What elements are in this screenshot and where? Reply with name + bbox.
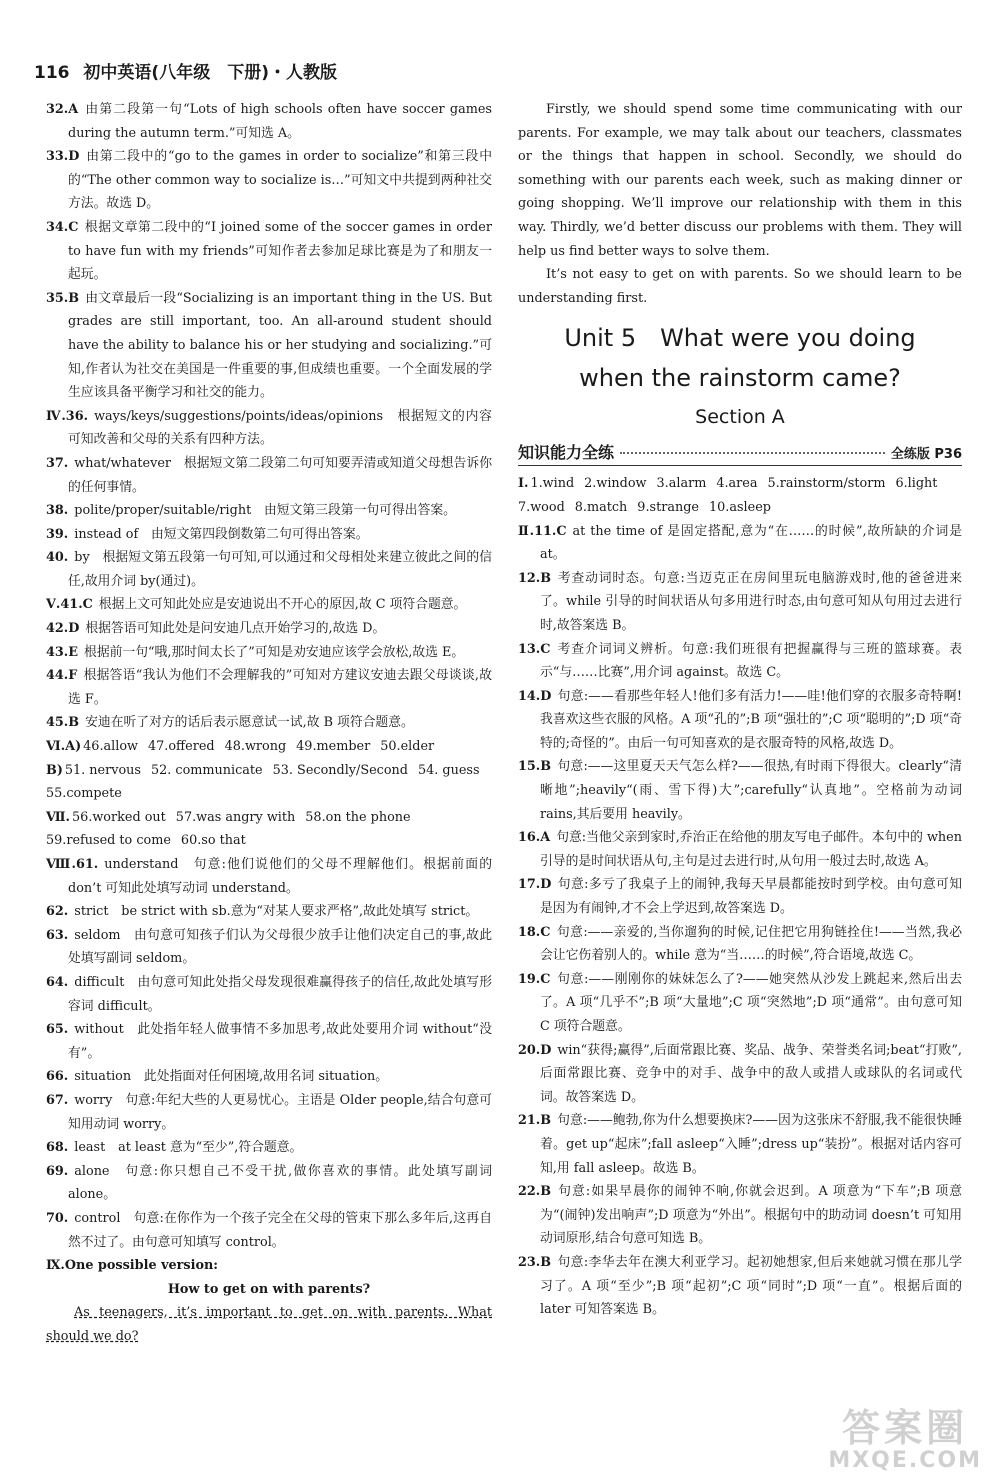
- answer-number: 32.A: [46, 102, 79, 117]
- answer-number: 40.: [46, 550, 69, 566]
- answer-item: 53. Secondly/Second: [272, 762, 408, 778]
- answer-explanation: worry 句意:年纪大些的人更易忧心。主语是 Older people,结合句意可知用动词 worry。: [68, 1092, 492, 1132]
- answer-item: 9.strange: [637, 499, 699, 515]
- book-title: 初中英语(八年级 下册)・人教版: [83, 63, 337, 83]
- answer-explanation: 安迪在听了对方的话后表示愿意试一试,故 B 项符合题意。: [85, 715, 414, 731]
- answer-number: 33.D: [46, 149, 80, 165]
- answer-number: 17.D: [518, 877, 552, 893]
- answer-item: 5.rainstorm/storm: [767, 476, 886, 492]
- answer-item: 48.wrong: [224, 739, 287, 755]
- answer-entry: [46, 499, 492, 523]
- answer-row-vii-2: [46, 829, 492, 853]
- answer-number: 39.: [46, 526, 69, 542]
- answer-entry: [46, 971, 492, 1018]
- answer-number: Ⅱ.11.C: [518, 523, 567, 539]
- answer-number: 68.: [46, 1140, 69, 1156]
- answer-entry: [46, 145, 492, 216]
- answer-row-vi-b: [46, 759, 492, 783]
- answer-number: 67.: [46, 1092, 69, 1108]
- answer-explanation: 根据答语“我认为他们不会理解我的”可知对方建议安迪去跟父母谈谈,故选 F。: [68, 668, 492, 707]
- answer-explanation: 句意:——亲爱的,当你遛狗的时候,记住把它用狗链拴住!——当然,我必会让它伤着别人的。while 意为“当……的时候”,符合语境,故选 C。: [540, 924, 962, 964]
- answer-entry: [518, 873, 962, 920]
- answer-explanation: ways/keys/suggestions/points/ideas/opinions 根据短文的内容可知改善和父母的关系有四种方法。: [68, 408, 492, 448]
- answer-entry: [518, 1039, 962, 1110]
- page-header: [34, 58, 974, 83]
- answer-item: 54. guess: [417, 762, 480, 778]
- watermark-url: MXQE.COM: [828, 1448, 982, 1473]
- answer-item: 56.worked out: [71, 809, 166, 825]
- answer-row-i-2: [518, 496, 962, 520]
- section-label: B): [46, 762, 63, 778]
- answer-number: 70.: [46, 1210, 69, 1226]
- answer-entry: [46, 1207, 492, 1254]
- answer-item: 51. nervous: [64, 762, 141, 778]
- answer-item: 60.so that: [180, 833, 246, 849]
- answer-explanation: at the time of 是固定搭配,意为“在……的时候”,故所缺的介词是 at。: [540, 523, 962, 563]
- answer-entry: [46, 924, 492, 971]
- answer-explanation: strict be strict with sb.意为“对某人要求严格”,故此处填写 strict。: [74, 904, 479, 920]
- answer-number: 23.B: [518, 1254, 552, 1270]
- answer-entry: [46, 617, 492, 641]
- watermark-logo: [828, 1408, 982, 1474]
- answer-entry: [518, 520, 962, 567]
- essay-paragraph-3: It’s not easy to get on with parents. So we should learn to be understanding first.: [518, 267, 962, 306]
- answer-entry: [46, 1089, 492, 1136]
- answer-number: 16.A: [518, 830, 551, 846]
- answer-number: Ⅳ.36.: [46, 408, 89, 424]
- answer-explanation: polite/proper/suitable/right 由短文第三段第一句可得出答案。: [74, 503, 456, 519]
- answer-number: 12.B: [518, 570, 552, 586]
- answer-entry: [46, 711, 492, 735]
- answer-explanation: 考查介词词义辨析。句意:我们班很有把握赢得与三班的篮球赛。表示“与……比赛”,用介词 against。故选 C。: [540, 641, 962, 681]
- answer-explanation: 由第二段中的“go to the games in order to socialize”和第三段中的“The other common way to socialize is…”可知文中共提到两种社交方法。故选 D。: [68, 149, 492, 212]
- answer-item: 7.wood: [518, 499, 565, 515]
- essay-title: How to get on with parents?: [167, 1281, 371, 1297]
- answer-explanation: 由第二段第一句“Lots of high schools often have soccer games during the autumn term.”可知选 A。: [68, 102, 492, 141]
- answer-number: 13.C: [518, 641, 551, 657]
- answer-item: 3.alarm: [656, 476, 707, 492]
- answer-number: 34.C: [46, 219, 79, 235]
- answer-explanation: 句意:多亏了我桌子上的闹钟,我每天早晨都能按时到学校。由句意可知是因为有闹钟,才不会上学迟到,故答案选 D。: [540, 877, 962, 917]
- answer-entry: [46, 593, 492, 617]
- answer-number: 37.: [46, 455, 69, 471]
- answer-row-vii-1: [46, 806, 492, 830]
- answer-number: 21.B: [518, 1113, 552, 1129]
- answer-entry: [518, 1251, 962, 1322]
- answer-row-vi-b2: [46, 782, 492, 806]
- answer-explanation: 句意:当他父亲到家时,乔治正在给他的朋友写电子邮件。本句中的 when 引导的是时间状语从句,主句是过去进行时,从句用一般过去时,故选 A。: [540, 830, 962, 869]
- answer-entry: [46, 216, 492, 287]
- answer-number: 15.B: [518, 759, 552, 775]
- answer-number: Ⅷ.61.: [46, 857, 99, 872]
- answer-entry: [518, 755, 962, 826]
- answer-explanation: without 此处指年轻人做事情不多加思考,故此处要用介词 without“没有”。: [68, 1022, 492, 1061]
- answer-entry: [46, 546, 492, 593]
- right-column: [518, 98, 962, 1322]
- answer-number: 64.: [46, 974, 69, 990]
- answer-explanation: alone 句意:你只想自己不受干扰,做你喜欢的事情。此处填写副词 alone。: [68, 1163, 492, 1203]
- unit-title-line-2: when the rainstorm came?: [579, 364, 901, 393]
- answer-entry: [46, 287, 492, 405]
- answer-entry: [46, 405, 492, 452]
- answer-explanation: control 句意:在你作为一个孩子完全在父母的管束下那么多年后,这再自然不过了。由句意可知填写 control。: [68, 1210, 492, 1250]
- left-column: [46, 98, 492, 1348]
- answer-number: 22.B: [518, 1184, 552, 1200]
- answer-item: 57.was angry with: [175, 809, 296, 825]
- answer-item: 2.window: [584, 476, 647, 492]
- answer-explanation: instead of 由短文第四段倒数第二句可得出答案。: [74, 526, 369, 542]
- answer-explanation: what/whatever 根据短文第二段第二句可知要弄清或知道父母想告诉你的任何事情。: [68, 455, 492, 495]
- page-number: 116: [34, 63, 70, 83]
- answer-explanation: seldom 由句意可知孩子们认为父母很少放手让他们决定自己的事,故此处填写副词 seldom。: [68, 927, 492, 967]
- answer-item: 10.asleep: [708, 499, 771, 515]
- section-title: Section A: [695, 406, 785, 429]
- answer-number: 45.B: [46, 715, 80, 731]
- section-ix-label: Ⅸ.One possible version:: [46, 1258, 219, 1274]
- answer-number: 63.: [46, 927, 69, 943]
- answer-explanation: 句意:李华去年在澳大利亚学习。起初她想家,但后来她就习惯在那儿学习了。A 项“至少”;B 项“起初”;C 项“同时”;D 项“一直”。根据后面的 later 可知答案选 B。: [540, 1254, 962, 1318]
- answer-item: 8.match: [574, 499, 628, 515]
- answer-explanation: 句意:——这里夏天天气怎么样?——很热,有时雨下得很大。clearly“清晰地”;heavily“(雨、雪下得)大”;carefully“认真地”。空格前为动词 rains,其后要用 heavily。: [540, 759, 962, 822]
- answer-number: 18.C: [518, 924, 551, 940]
- answer-number: 14.D: [518, 688, 552, 704]
- essay-paragraph-1: As teenagers, it’s important to get on with parents. What should we do?: [46, 1305, 492, 1344]
- answer-item: 52. communicate: [150, 762, 263, 778]
- answer-entry: [46, 1065, 492, 1089]
- answer-explanation: understand 句意:他们说他们的父母不理解他们。根据前面的 don’t 可知此处填写动词 understand。: [68, 857, 492, 896]
- answer-number: 44.F: [46, 668, 78, 684]
- answer-explanation: 句意:——刚刚你的妹妹怎么了?——她突然从沙发上跳起来,然后出去了。A 项“几乎不”;B 项“大量地”;C 项“突然地”;D 项“通常”。由句意可知 C 项符合题意。: [540, 971, 962, 1034]
- answer-entry: [46, 1136, 492, 1160]
- essay-paragraph-2: Firstly, we should spend some time communicating with our parents. For example, we may talk about our teachers, classmates or the things that happen in school. Secondly, we should do something with our parents each week, such as making dinner or going shopping. We’ll improve our relationship with them in this way. Thirdly, we’d better discuss our problems with them. They will help us find better ways to solve them.: [518, 102, 962, 259]
- answer-entry: [46, 523, 492, 547]
- answer-entry: [518, 968, 962, 1039]
- watermark-text: 答案圈: [842, 1406, 969, 1450]
- answer-item: 46.allow: [83, 739, 138, 755]
- answer-number: 66.: [46, 1069, 69, 1085]
- answer-explanation: by 根据短文第五段第一句可知,可以通过和父母相处来建立彼此之间的信任,故用介词 by(通过)。: [68, 550, 492, 589]
- section-label: Ⅰ.: [518, 476, 529, 492]
- answer-explanation: win“获得;赢得”,后面常跟比赛、奖品、战争、荣誉类名词;beat“打败”,后面常跟比赛、竞争中的对手、战争中的敌人或措人或球队的名词或代词。故答案选 D。: [540, 1042, 962, 1105]
- answer-explanation: 句意:——鲍勃,你为什么想要换床?——因为这张床不舒服,我不能很快睡着。get up“起床”;fall asleep“入睡”;dress up“装扮”。根据对话内容可知,用 fall asleep。故选 B。: [540, 1113, 962, 1176]
- answer-number: 42.D: [46, 621, 80, 637]
- answer-entry: [46, 1160, 492, 1207]
- answer-number: 35.B: [46, 290, 80, 306]
- answer-entry: [518, 638, 962, 685]
- answer-explanation: 由文章最后一段“Socializing is an important thing in the US. But grades are still important, too. An all-around student should have the ability to balance his or her studying and socializing.”可知,作者认为社交在美国是一件重要的事,但成绩也重要。一个全面发展的学生应该具备平衡学习和社交的能力。: [68, 290, 492, 401]
- answer-item: 4.area: [716, 476, 758, 492]
- section-label: Ⅶ.: [46, 809, 70, 825]
- answer-entry: [518, 1180, 962, 1251]
- answer-explanation: 根据前一句“哦,那时间太长了”可知是劝安迪应该学会放松,故选 E。: [84, 644, 465, 660]
- answer-explanation: 根据答语可知此处是问安迪几点开始学习的,故选 D。: [85, 621, 386, 637]
- answer-entry: [46, 641, 492, 665]
- answer-item: 49.member: [296, 739, 371, 755]
- answer-entry: [46, 900, 492, 924]
- answer-item: 6.light: [895, 476, 938, 492]
- answer-entry: [46, 452, 492, 499]
- answer-explanation: situation 此处指面对任何困境,故用名词 situation。: [74, 1069, 389, 1085]
- answer-number: 43.E: [46, 644, 79, 660]
- answer-row-vi-a: [46, 735, 492, 759]
- answer-explanation: least at least 意为“至少”,符合题意。: [74, 1140, 303, 1156]
- answer-item: 55.compete: [46, 786, 122, 802]
- answer-entry: [46, 853, 492, 900]
- answer-entry: [518, 685, 962, 756]
- answer-item: 1.wind: [530, 476, 575, 492]
- exercise-page-ref: 全练版 P36: [890, 447, 962, 463]
- answer-entry: [518, 826, 962, 873]
- answer-number: Ⅴ.41.C: [46, 597, 93, 613]
- exercise-header-label: 知识能力全练: [518, 443, 615, 463]
- answer-explanation: 考查动词时态。句意:当迈克正在房间里玩电脑游戏时,他的爸爸进来了。while 引导的时间状语从句多用进行时态,由句意可知从句用过去进行时,故答案选 B。: [540, 570, 962, 633]
- answer-entry: [46, 98, 492, 145]
- answer-item: 59.refused to come: [46, 833, 171, 849]
- answer-item: 50.elder: [380, 739, 435, 755]
- answer-row-i-1: [518, 472, 962, 496]
- exercise-header-bar: [518, 440, 962, 466]
- answer-number: 69.: [46, 1163, 69, 1179]
- answer-explanation: 句意:——看那些年轻人!他们多有活力!——哇!他们穿的衣服多奇特啊!我喜欢这些衣服的风格。A 项“孔的”;B 项“强壮的”;C 项“聪明的”;D 项“奇特的;奇怪的”。由后一句可知喜欢的是衣服奇特的风格,故选 D。: [540, 688, 962, 751]
- answer-number: 19.C: [518, 971, 551, 987]
- unit-title-line-1: Unit 5 What were you doing: [564, 324, 916, 353]
- answer-explanation: 句意:如果早晨你的闹钟不响,你就会迟到。A 项意为“下车”;B 项意为“(闹钟)发出响声”;D 项意为“外出”。根据句中的助动词 doesn’t 可知用动词原形,结合句意可知选 B。: [540, 1184, 962, 1247]
- dotted-leader: [620, 452, 885, 454]
- answer-entry: [518, 567, 962, 638]
- answer-number: 38.: [46, 503, 69, 519]
- answer-entry: [46, 1018, 492, 1065]
- answer-item: 47.offered: [147, 739, 215, 755]
- answer-entry: [46, 664, 492, 711]
- answer-explanation: 根据文章第二段中的“I joined some of the soccer games in order to have fun with my friends”可知作者去参加足球比赛是为了和朋友一起玩。: [68, 219, 492, 283]
- section-label: Ⅵ.A): [46, 739, 82, 755]
- answer-entry: [518, 921, 962, 968]
- answer-number: 62.: [46, 904, 69, 920]
- answer-explanation: 根据上文可知此处应是安迪说出不开心的原因,故 C 项符合题意。: [98, 597, 467, 613]
- answer-explanation: difficult 由句意可知此处指父母发现很难赢得孩子的信任,故此处填写形容词 difficult。: [68, 974, 492, 1014]
- answer-entry: [518, 1109, 962, 1180]
- answer-number: 65.: [46, 1022, 69, 1038]
- answer-number: 20.D: [518, 1042, 552, 1058]
- answer-item: 58.on the phone: [305, 809, 411, 825]
